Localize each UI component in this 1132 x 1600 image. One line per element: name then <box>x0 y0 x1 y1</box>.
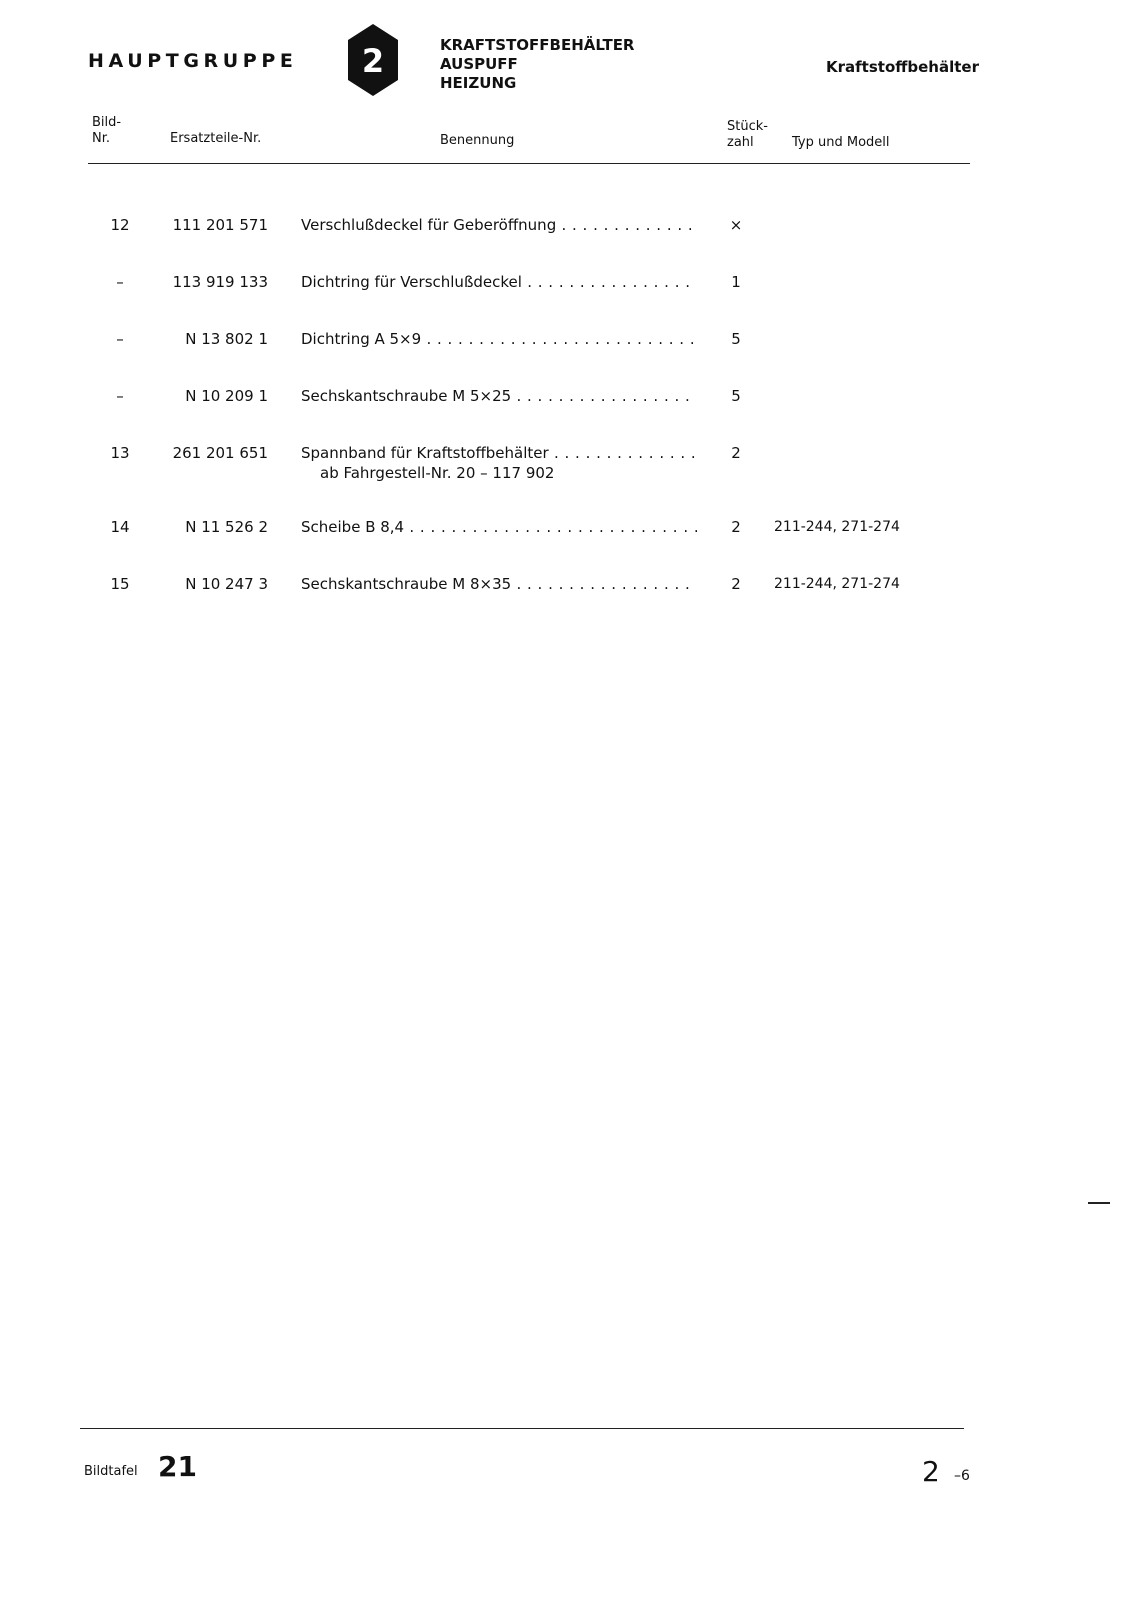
section-title-3: HEIZUNG <box>440 74 517 92</box>
row-part-number: 113 919 133 <box>172 273 268 291</box>
hauptgruppe-label: HAUPTGRUPPE <box>88 50 298 72</box>
row-part-number: N 10 247 3 <box>185 575 268 593</box>
page-number: 2 <box>922 1455 940 1488</box>
column-header-stueck-line1: Stück- <box>727 119 768 134</box>
edge-mark <box>1088 1202 1110 1204</box>
row-typ-modell: 211-244, 271-274 <box>774 519 900 535</box>
page-title: Kraftstoffbehälter <box>826 58 979 76</box>
page-number-suffix: –6 <box>954 1468 970 1484</box>
row-bild-nr: – <box>116 330 124 348</box>
column-header-stueckzahl <box>727 119 768 151</box>
row-name <box>301 329 697 349</box>
row-part-number: 261 201 651 <box>172 444 268 462</box>
row-name <box>301 574 697 594</box>
row-quantity: 1 <box>731 273 741 291</box>
row-quantity: × <box>729 216 743 234</box>
row-bild-nr: 12 <box>110 216 130 234</box>
bildtafel-number: 21 <box>158 1450 197 1483</box>
column-header-bild-line1: Bild- <box>92 115 122 130</box>
row-name <box>301 386 697 406</box>
row-bild-nr: 13 <box>110 444 130 462</box>
column-header-stueck-line2: zahl <box>727 135 754 150</box>
row-bild-nr: 15 <box>110 575 130 593</box>
row-name <box>301 272 697 292</box>
row-name-text: Dichtring A 5×9 . . . <box>301 330 697 348</box>
row-part-number: N 11 526 2 <box>185 518 268 536</box>
row-name-text: Dichtring für Verschlußdeckel . . . <box>301 273 697 291</box>
row-bild-nr: – <box>116 273 124 291</box>
row-bild-nr: 14 <box>110 518 130 536</box>
row-quantity: 2 <box>731 444 741 462</box>
row-part-number: N 10 209 1 <box>185 387 268 405</box>
row-quantity: 2 <box>731 575 741 593</box>
group-number-badge <box>346 22 400 98</box>
row-name <box>301 517 697 537</box>
row-name-text: Sechskantschraube M 5×25 . . . <box>301 387 697 405</box>
row-name <box>301 443 697 463</box>
bildtafel-label: Bildtafel <box>84 1464 138 1479</box>
footer-divider <box>80 1428 964 1429</box>
column-header-bild-nr <box>92 115 121 147</box>
column-header-typ-modell: Typ und Modell <box>792 135 890 150</box>
section-titles <box>440 36 635 93</box>
group-number: 2 <box>361 42 385 80</box>
header-divider <box>88 163 970 164</box>
section-title-2: AUSPUFF <box>440 55 518 73</box>
row-quantity: 2 <box>731 518 741 536</box>
section-title-1: KRAFTSTOFFBEHÄLTER <box>440 36 635 54</box>
row-part-number: N 13 802 1 <box>185 330 268 348</box>
row-name-text: Sechskantschraube M 8×35 . . . <box>301 575 697 593</box>
row-name-text: Scheibe B 8,4 . . . <box>301 518 697 536</box>
row-part-number: 111 201 571 <box>172 216 268 234</box>
row-quantity: 5 <box>731 330 741 348</box>
row-name-text: Verschlußdeckel für Geberöffnung . . . <box>301 216 697 234</box>
row-quantity: 5 <box>731 387 741 405</box>
column-header-benennung: Benennung <box>440 133 515 148</box>
row-bild-nr: – <box>116 387 124 405</box>
row-name-subline: ab Fahrgestell-Nr. 20 – 117 902 <box>320 464 555 482</box>
column-header-ersatzteile: Ersatzteile-Nr. <box>170 131 262 146</box>
row-typ-modell: 211-244, 271-274 <box>774 576 900 592</box>
row-name <box>301 215 697 235</box>
column-header-bild-line2: Nr. <box>92 131 111 146</box>
row-name-text: Spannband für Kraftstoffbehälter . . . <box>301 444 697 462</box>
